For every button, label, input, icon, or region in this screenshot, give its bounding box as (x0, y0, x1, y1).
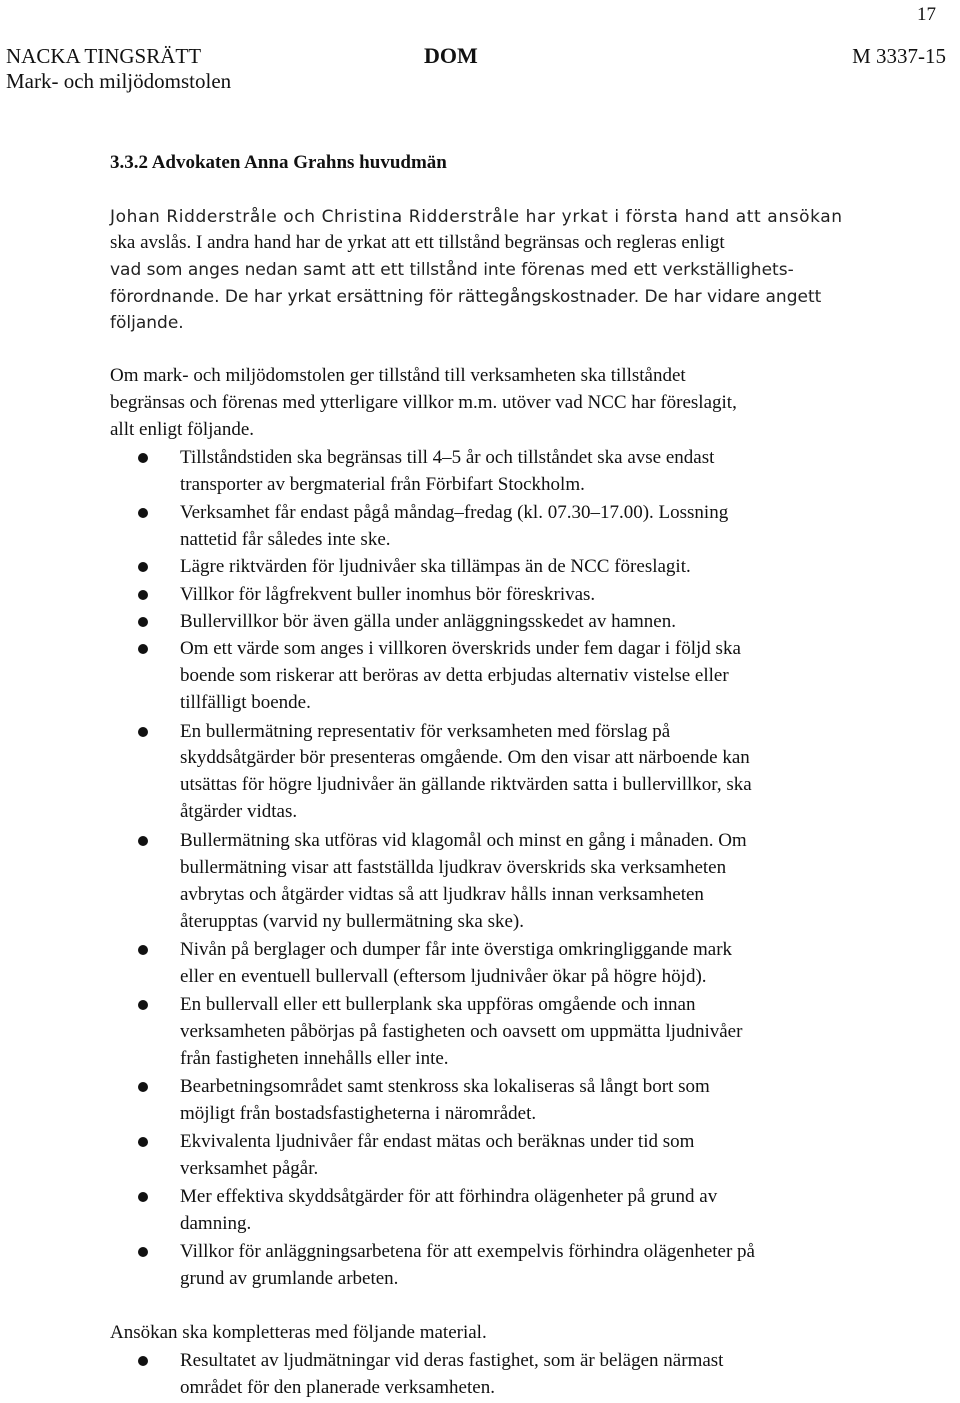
bullet-dot (138, 562, 148, 572)
list-item-line: Mer effektiva skyddsåtgärder för att förhindra olägenheter på grund av (180, 1186, 718, 1207)
bullet-dot (138, 727, 148, 737)
bullet-dot (138, 836, 148, 846)
list-item-line: nattetid får således inte ske. (180, 529, 391, 550)
bullet-dot (138, 1082, 148, 1092)
bullet-dot (138, 945, 148, 955)
court-division: Mark- och miljödomstolen (6, 69, 232, 93)
document-type: DOM (424, 43, 478, 68)
bullet-dot (138, 590, 148, 600)
list-item-line: Bullermätning ska utföras vid klagomål och minst en gång i månaden. Om (180, 830, 747, 851)
list-item-line: skyddsåtgärder bör presenteras omgående. Om den visar att närboende kan (180, 747, 750, 768)
list-item-line: Resultatet av ljudmätningar vid deras fastighet, som är belägen närmast (180, 1350, 724, 1371)
list-item-line: eller en eventuell bullervall (eftersom ljudnivåer ökar på högre höjd). (180, 966, 707, 987)
intro-line: vad som anges nedan samt att ett tillstånd inte förenas med ett verkställighets- (110, 260, 794, 280)
list-item-line: verksamheten påbörjas på fastigheten och oavsett om uppmätta ljudnivåer (180, 1021, 743, 1042)
list-item-line: området för den planerade verksamheten. (180, 1377, 495, 1398)
list-item-line: grund av grumlande arbeten. (180, 1268, 399, 1289)
list-item-line: tillfälligt boende. (180, 692, 311, 713)
list-item-line: från fastigheten innehålls eller inte. (180, 1048, 449, 1069)
intro-line: Johan Ridderstråle och Christina Ridderstråle har yrkat i första hand att ansökan (110, 207, 843, 227)
list-item-line: utsättas för högre ljudnivåer än gällande riktvärden satta i bullervillkor, ska (180, 774, 752, 795)
bullet-dot (138, 1356, 148, 1366)
list-item-line: möjligt från bostadsfastigheterna i närområdet. (180, 1103, 537, 1124)
list-item-line: Verksamhet får endast pågå måndag–fredag (kl. 07.30–17.00). Lossning (180, 502, 729, 523)
paragraph-line: Om mark- och miljödomstolen ger tillstånd till verksamheten ska tillståndet (110, 365, 686, 386)
list-item-line: Bearbetningsområdet samt stenkross ska lokaliseras så långt bort som (180, 1076, 710, 1097)
list-item-line: Om ett värde som anges i villkoren överskrids under fem dagar i följd ska (180, 638, 741, 659)
bullet-dot (138, 1192, 148, 1202)
case-number: M 3337-15 (852, 44, 946, 68)
list-item-line: återupptas (varvid ny bullermätning ska ske). (180, 911, 525, 932)
intro-line: följande. (110, 313, 184, 333)
bullet-dot (138, 508, 148, 518)
list-item-line: boende som riskerar att beröras av detta erbjudas alternativ vistelse eller (180, 665, 729, 686)
list-item-line: Tillståndstiden ska begränsas till 4–5 år och tillståndet ska avse endast (180, 447, 715, 468)
list-item-line: En bullermätning representativ för verksamheten med förslag på (180, 721, 671, 742)
bullet-dot (138, 617, 148, 627)
complement-intro: Ansökan ska kompletteras med följande material. (110, 1322, 487, 1343)
list-item-line: En bullervall eller ett bullerplank ska uppföras omgående och innan (180, 994, 696, 1015)
bullet-dot (138, 1000, 148, 1010)
list-item-line: bullermätning visar att fastställda ljudkrav överskrids ska verksamheten (180, 857, 727, 878)
list-item-line: damning. (180, 1213, 252, 1234)
bullet-dot (138, 644, 148, 654)
list-item-line: Villkor för anläggningsarbetena för att exempelvis förhindra olägenheter på (180, 1241, 755, 1262)
list-item-line: åtgärder vidtas. (180, 801, 298, 822)
list-item-line: Nivån på berglager och dumper får inte överstiga omkringliggande mark (180, 939, 733, 960)
page-number: 17 (917, 4, 936, 25)
list-item-line: verksamhet pågår. (180, 1158, 319, 1179)
list-item-line: Bullervillkor bör även gälla under anläggningsskedet av hamnen. (180, 611, 676, 632)
intro-line: ska avslås. I andra hand har de yrkat att ett tillstånd begränsas och regleras enligt (110, 232, 725, 253)
bullet-dot (138, 453, 148, 463)
list-item-line: transporter av bergmaterial från Förbifart Stockholm. (180, 474, 585, 495)
section-heading: 3.3.2 Advokaten Anna Grahns huvudmän (110, 152, 447, 173)
list-item-line: Lägre riktvärden för ljudnivåer ska tillämpas än de NCC föreslagit. (180, 556, 691, 577)
bullet-dot (138, 1137, 148, 1147)
list-item-line: Ekvivalenta ljudnivåer får endast mätas och beräknas under tid som (180, 1131, 695, 1152)
paragraph-line: begränsas och förenas med ytterligare villkor m.m. utöver vad NCC har föreslagit, (110, 392, 737, 413)
paragraph-line: allt enligt följande. (110, 419, 255, 440)
intro-line: förordnande. De har yrkat ersättning för rättegångskostnader. De har vidare angett (110, 287, 822, 307)
list-item-line: Villkor för lågfrekvent buller inomhus bör föreskrivas. (180, 584, 596, 605)
bullet-dot (138, 1247, 148, 1257)
list-item-line: avbrytas och åtgärder vidtas så att ljudkrav hålls innan verksamheten (180, 884, 704, 905)
court-name: NACKA TINGSRÄTT (6, 44, 202, 68)
